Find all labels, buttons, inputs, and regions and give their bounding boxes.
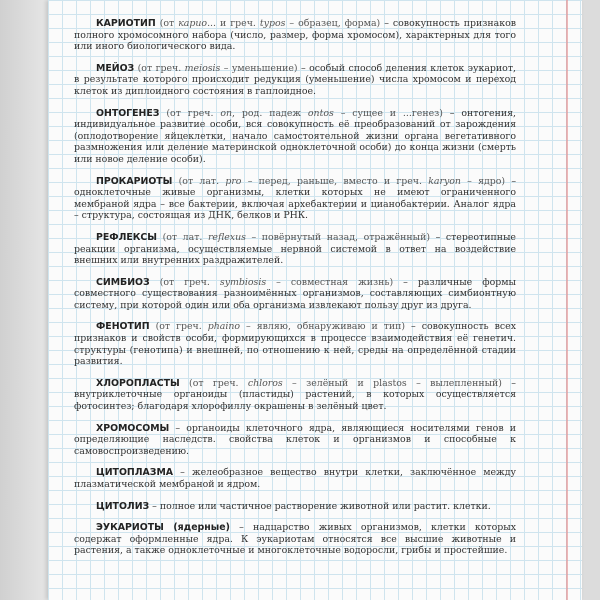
definition: – совокупность всех признаков и свойств особи, формирующихся в процессе взаимодействия её генетич. структуры (генотипа) и внешней, по отношению к ней, среды на определённой стадии развития. [74,321,516,368]
definition: – полное или частичное растворение животной или растит. клетки. [149,500,491,512]
term: МЕЙОЗ [96,62,135,74]
etymology: (от греч. phaino – являю, обнаруживаю и тип) [149,321,406,333]
definition: – желеобразное вещество внутри клетки, заключённое между плазматической мембраной и ядром. [74,467,516,490]
glossary-entry [74,321,516,367]
definition: – совокупность признаков полного хромосомного набора (число, размер, форма хромосом), характерных для того или иного биологического вида. [74,18,516,53]
glossary-entry [74,108,516,166]
etymology: (от греч. meiosis – уменьшение) [134,62,298,74]
glossary-entry [74,522,516,557]
term: ФЕНОТИП [96,321,150,333]
term: ЦИТОПЛАЗМА [96,467,174,479]
glossary-entry [74,277,516,312]
etymology: (от карио... и греч. typos – образец, форма) [155,18,381,29]
definition: – стереотипные реакции организма, осуществляемые нервной системой в ответ на воздействие внешних или внутренних раздражителей. [74,231,516,267]
term: ХЛОРОПЛАСТЫ [96,377,180,389]
term: КАРИОТИП [96,18,156,29]
term: ХРОМОСОМЫ [96,422,170,434]
term: ЦИТОЛИЗ [96,500,150,512]
term: ПРОКАРИОТЫ [96,175,173,187]
definition: – органоиды клеточного ядра, являющиеся носителями генов и определяющие наследств. свойства клеток и организмов и способные к самовоспроизведению. [74,422,516,457]
margin-line [566,0,568,600]
etymology: (от лат. reflexus – повёрнутый назад, отражённый) [157,231,431,243]
glossary-entry [74,176,516,222]
definition: – одноклеточные живые организмы, клетки которых не имеют ограниченного мембраной ядра – все бактерии, включая архебактерии и цианобактерии. Аналог ядра – структура, состоящая из ДНК, белков и РНК. [74,175,517,222]
binding-edge [0,0,48,600]
glossary [74,18,516,567]
term: СИМБИОЗ [96,276,150,288]
term: ОНТОГЕНЕЗ [96,107,160,119]
glossary-entry [74,378,516,413]
etymology: (от лат. pro – перед, раньше, вместо и греч. karyon – ядро) [172,175,506,187]
term: РЕФЛЕКСЫ [96,231,158,243]
glossary-entry [74,63,516,98]
term: ЭУКАРИОТЫ (ядерные) [96,522,230,534]
definition: – онтогения, индивидуальное развитие особи, вся совокупность её преобразований от зарождения (оплодотворение яйцеклетки, начало самостоятельной жизни органа вегетативного размножения или деление материнской одноклеточной особи) до конца жизни (смерть или новое деление особи). [74,107,516,165]
glossary-entry [74,232,516,267]
definition: – различные формы совместного существования разноимённых организмов, составляющих симбионтную систему, при которой один или оба организма извлекают пользу друг из друга. [74,276,516,311]
etymology: (от греч. chloros – зелёный и plastos – вылепленный) [179,377,502,389]
definition: – особый способ деления клеток эукариот, в результате которого происходит редукция (уменьшение) числа хромосом и переход клеток из диплоидного состояния в гаплоидное. [74,62,516,97]
glossary-entry [74,423,516,458]
definition: – внутриклеточные органоиды (пластиды) растений, в которых осуществляется фотосинтез; благодаря хлорофиллу окрашены в зелёный цвет. [74,377,516,413]
glossary-entry [74,467,516,490]
glossary-entry [74,18,516,53]
etymology: (от греч. on, род. падеж ontos – сущее и ...генез) [159,107,443,119]
definition: – надцарство живых организмов, клетки которых содержат оформленные ядра. К эукариотам относятся все высшие животные и растения, а также одноклеточные и многоклеточные водоросли, грибы и простейшие. [74,522,516,557]
etymology: (от греч. symbiosis – совместная жизнь) [149,276,394,288]
glossary-entry [74,501,516,513]
